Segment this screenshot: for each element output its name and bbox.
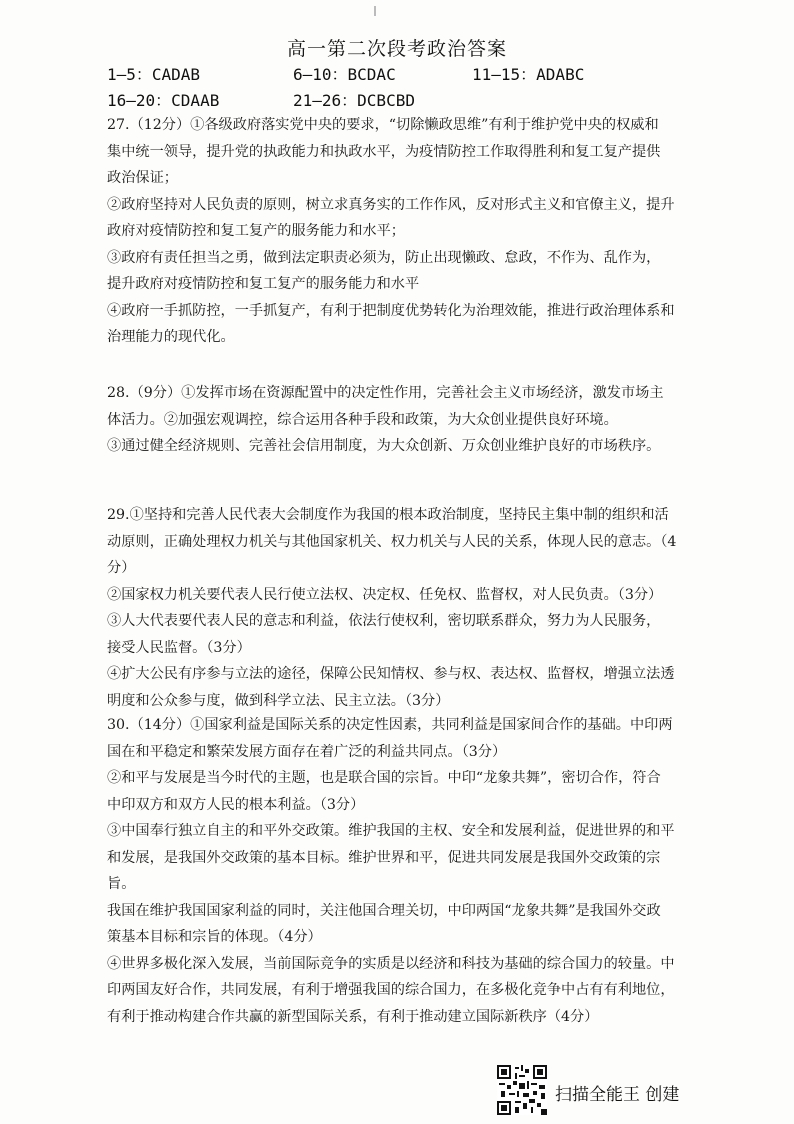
- question-30: [107, 712, 687, 1030]
- text-line: 27.（12分）①各级政府落实党中央的要求，“切除懒政思维”有利于维护党中央的权威和: [107, 117, 659, 133]
- answer-group: 11—15：ADABC: [472, 65, 585, 84]
- text-line: ③通过健全经济规则、完善社会信用制度，为大众创新、万众创业维护良好的市场秩序。: [107, 438, 661, 454]
- text-line: 30.（14分）①国家利益是国际关系的决定性因素，共同利益是国家间合作的基础。中印两: [107, 717, 673, 733]
- answer-group: 16—20：CDAAB: [107, 91, 220, 110]
- text-line: ④扩大公民有序参与立法的途径，保障公民知情权、参与权、表达权、监督权，增强立法透: [107, 666, 675, 682]
- qr-code-icon: [497, 1065, 547, 1115]
- text-line: 29.①坚持和完善人民代表大会制度作为我国的根本政治制度，坚持民主集中制的组织和活: [107, 507, 669, 523]
- text-line: 28.（9分）①发挥市场在资源配置中的决定性作用，完善社会主义市场经济，激发市场主: [107, 385, 664, 401]
- text-line: 集中统一领导，提升党的执政能力和执政水平，为疫情防控工作取得胜利和复工复产提供: [107, 143, 661, 160]
- text-line: 策基本目标和宗旨的体现。（4分）: [107, 929, 322, 945]
- text-line: 政治保证；: [107, 170, 178, 186]
- text-line: 中印双方和双方人民的根本利益。（3分）: [107, 796, 365, 813]
- text-line: ④世界多极化深入发展，当前国际竞争的实质是以经济和科技为基础的综合国力的较量。中: [107, 955, 675, 972]
- text-line: 治理能力的现代化。: [107, 329, 235, 345]
- text-line: 有利于推动构建合作共赢的新型国际关系，有利于推动建立国际新秩序（4分）: [107, 1008, 599, 1025]
- text-line: 政府对疫情防控和复工复产的服务能力和水平；: [107, 223, 405, 239]
- text-line: ④政府一手抓防控，一手抓复产，有利于把制度优势转化为治理效能，推进行政治理体系和: [107, 302, 675, 319]
- page-title: 高一第二次段考政治答案: [286, 38, 507, 60]
- text-line: 动原则，正确处理权力机关与其他国家机关、权力机关与人民的关系，体现人民的意志。（4分）: [107, 533, 677, 576]
- text-line: 提升政府对疫情防控和复工复产的服务能力和水平: [107, 276, 420, 292]
- text-line: 明度和公众参与度，做到科学立法、民主立法。（3分）: [107, 692, 450, 709]
- answer-group: 6—10：BCDAC: [293, 65, 396, 84]
- question-27: [107, 112, 687, 351]
- text-line: 和发展，是我国外交政策的基本目标。维护世界和平，促进共同发展是我国外交政策的宗旨。: [107, 849, 661, 892]
- text-line: ②国家权力机关要代表人民行使立法权、决定权、任免权、监督权，对人民负责。（3分）: [107, 586, 663, 603]
- text-line: 接受人民监督。（3分）: [107, 639, 251, 656]
- text-line: ②政府坚持对人民负责的原则，树立求真务实的工作作风，反对形式主义和官僚主义，提升: [107, 196, 675, 213]
- text-line: 印两国友好合作，共同发展，有利于增强我国的综合国力，在多极化竞争中占有有利地位，: [107, 982, 675, 998]
- text-line: ③政府有责任担当之勇，做到法定职责必须为，防止出现懒政、怠政，不作为、乱作为，: [107, 249, 661, 266]
- text-line: ③中国奉行独立自主的和平外交政策。维护我国的主权、安全和发展利益，促进世界的和平: [107, 823, 675, 839]
- text-line: 体活力。②加强宏观调控，综合运用各种手段和政策，为大众创业提供良好环境。: [107, 411, 618, 428]
- question-28: [107, 380, 687, 460]
- text-line: ③人大代表要代表人民的意志和利益，依法行使权利，密切联系群众，努力为人民服务，: [107, 613, 661, 629]
- text-line: 国在和平稳定和繁荣发展方面存在着广泛的利益共同点。（3分）: [107, 743, 507, 760]
- text-line: 我国在维护我国国家利益的同时，关注他国合理关切，中印两国“龙象共舞”是我国外交政: [107, 902, 661, 919]
- question-29: [107, 502, 687, 714]
- answer-group: 21—26：DCBCBD: [293, 91, 415, 110]
- scanner-brand-label: 扫描全能王 创建: [555, 1085, 680, 1105]
- scan-mark: [374, 6, 376, 16]
- answer-group: 1—5：CADAB: [107, 65, 201, 84]
- text-line: ②和平与发展是当今时代的主题，也是联合国的宗旨。中印“龙象共舞”，密切合作，符合: [107, 770, 661, 786]
